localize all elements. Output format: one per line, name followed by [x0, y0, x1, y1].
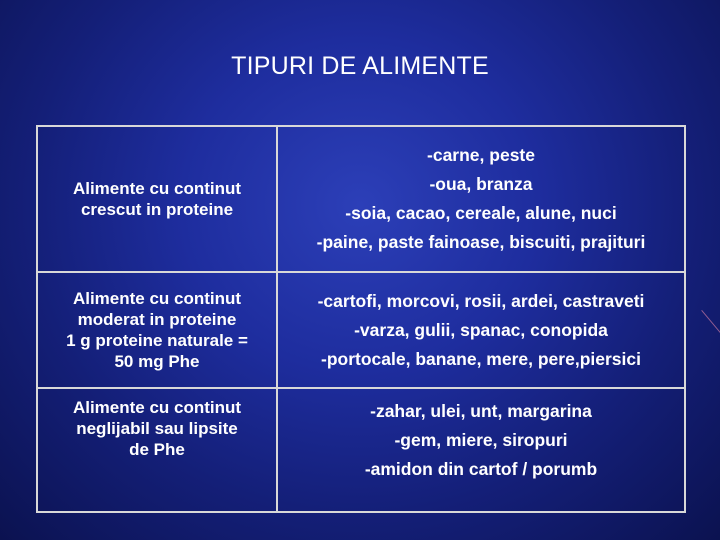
- category-cell: [37, 272, 277, 388]
- decorative-streak: [700, 300, 720, 360]
- category-line: neglijabil sau lipsite: [76, 419, 238, 438]
- food-types-table: [36, 125, 686, 513]
- examples-cell: [277, 126, 685, 272]
- example-line: -carne, peste: [427, 145, 535, 165]
- example-line: -oua, branza: [429, 174, 533, 194]
- category-line: 1 g proteine naturale =: [66, 331, 248, 350]
- category-line: moderat in proteine: [77, 310, 237, 329]
- category-line: Alimente cu continut: [72, 179, 242, 198]
- example-line: -gem, miere, siropuri: [394, 430, 568, 450]
- slide-title: TIPURI DE ALIMENTE: [231, 52, 489, 80]
- category-line: Alimente cu continut: [72, 289, 242, 308]
- category-line: crescut in proteine: [80, 200, 234, 219]
- examples-cell: [277, 272, 685, 388]
- example-line: -zahar, ulei, unt, margarina: [370, 401, 592, 421]
- table-row: [37, 272, 685, 388]
- example-line: -cartofi, morcovi, rosii, ardei, castraveti: [317, 290, 645, 311]
- table-row: [37, 388, 685, 512]
- example-line: -soia, cacao, cereale, alune, nuci: [345, 203, 617, 223]
- category-line: 50 mg Phe: [114, 352, 200, 371]
- example-line: -paine, paste fainoase, biscuiti, prajituri: [316, 232, 646, 252]
- table-row: [37, 126, 685, 272]
- example-line: -varza, gulii, spanac, conopida: [354, 319, 608, 340]
- examples-cell: [277, 388, 685, 512]
- category-cell: [37, 126, 277, 272]
- category-cell: [37, 388, 277, 512]
- category-line: de Phe: [129, 440, 185, 459]
- example-line: -portocale, banane, mere, pere,piersici: [321, 348, 641, 369]
- example-line: -amidon din cartof / porumb: [364, 459, 598, 479]
- category-line: Alimente cu continut: [72, 398, 242, 417]
